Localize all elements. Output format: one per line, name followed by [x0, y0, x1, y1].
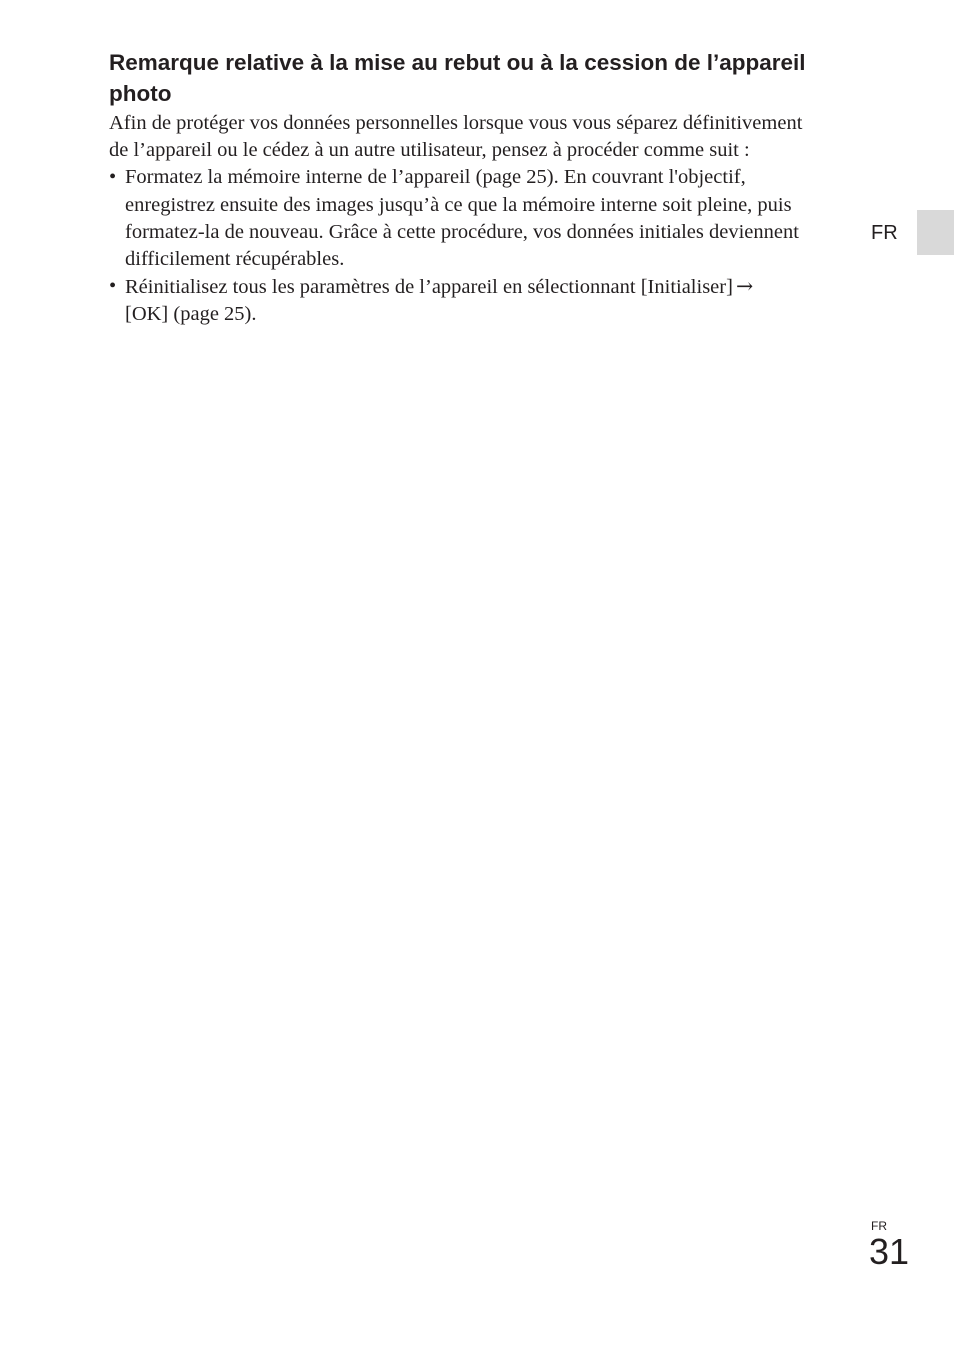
bullet-line: enregistrez ensuite des images jusqu’à ce que la mémoire interne soit pleine, puis — [125, 193, 792, 216]
language-tab-marker — [917, 210, 954, 255]
page-language-label: FR — [871, 1219, 887, 1233]
bullet-line: difficilement récupérables. — [125, 248, 345, 271]
bullet-item-format-memory — [109, 164, 879, 273]
intro-line: Afin de protéger vos données personnelles lorsque vous vous séparez définitivement — [109, 112, 803, 134]
intro-paragraph — [109, 110, 879, 164]
intro-line: de l’appareil ou le cédez à un autre utilisateur, pensez à procéder comme suit : — [109, 139, 750, 162]
bullet-line: formatez-la de nouveau. Grâce à cette procédure, vos données initiales deviennent — [125, 220, 799, 243]
right-arrow-icon: → — [735, 274, 754, 299]
bullet-line: [OK] (page 25). — [125, 303, 257, 326]
section-heading: Remarque relative à la mise au rebut ou à la cession de l’appareil photo — [109, 50, 806, 106]
page-number: 31 — [869, 1231, 910, 1272]
section-body — [109, 110, 879, 329]
bullet-list — [109, 164, 879, 328]
bullet-item-reset-settings — [109, 273, 879, 328]
bullet-line-text: Réinitialisez tous les paramètres de l’appareil en sélectionnant [Initialiser] — [125, 276, 733, 299]
bullet-icon: • — [109, 166, 117, 189]
bullet-line: Formatez la mémoire interne de l’appareil (page 25). En couvrant l'objectif, — [125, 166, 746, 189]
language-tab-label: FR — [871, 222, 898, 244]
bullet-icon: • — [109, 275, 117, 298]
bullet-line — [125, 273, 879, 301]
